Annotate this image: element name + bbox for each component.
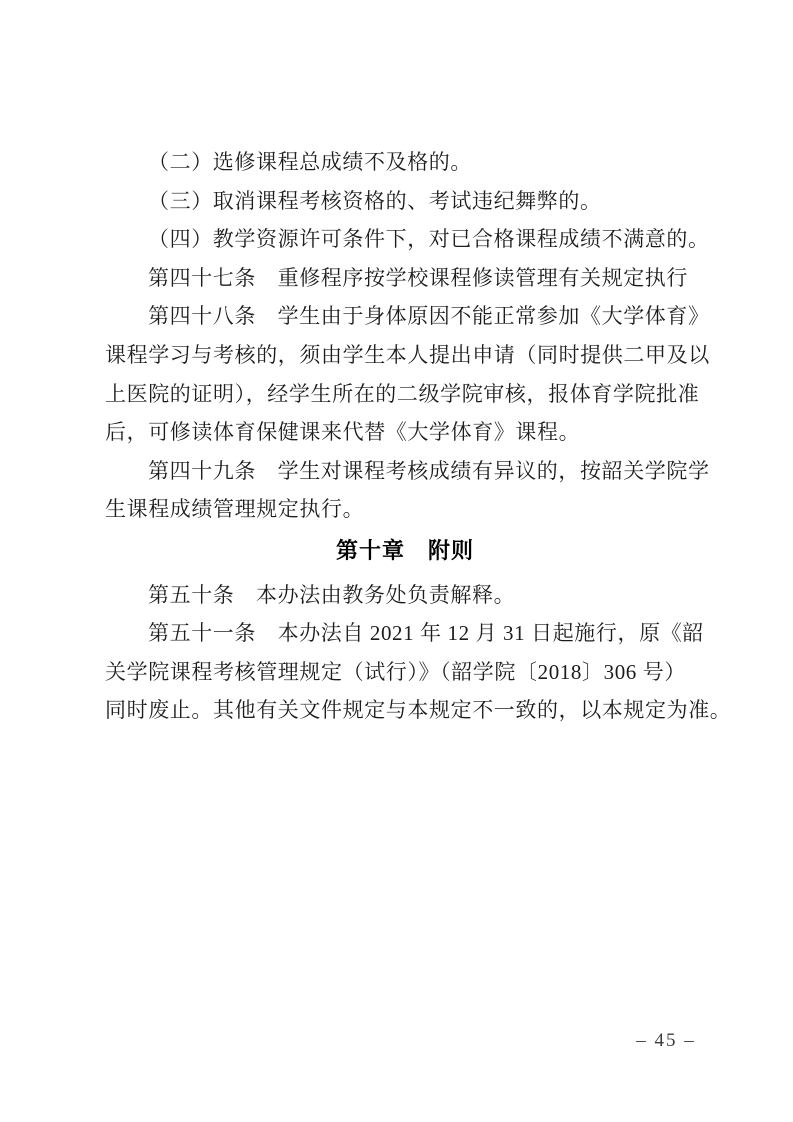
article-49-line-1: 第四十九条 学生对课程考核成绩有异议的，按韶关学院学 (148, 458, 710, 483)
article-51-line-2: 关学院课程考核管理规定（试行）》（韶学院〔2018〕306 号） (105, 659, 686, 684)
chapter-heading: 第十章 附则 (335, 537, 474, 563)
article-51-line-1: 第五十一条 本办法自 2021 年 12 月 31 日起施行，原《韶 (148, 621, 704, 646)
article-51-line-3: 同时废止。其他有关文件规定与本规定不一致的，以本规定为准。 (105, 698, 732, 723)
article-47-line: 第四十七条 重修程序按学校课程修读管理有关规定执行 (148, 265, 688, 290)
article-48-line-3: 上医院的证明），经学生所在的二级学院审核，报体育学院批准 (105, 381, 700, 406)
page-number: – 45 – (636, 1030, 696, 1051)
clause-item-2-line: （二）选修课程总成绩不及格的。 (148, 150, 472, 174)
document-body (105, 143, 732, 730)
article-48-line-2: 课程学习与考核的，须由学生本人提出申请（同时提供二甲及以 (105, 342, 710, 367)
clause-item-4-line: （四）教学资源许可条件下，对已合格课程成绩不满意的。 (148, 227, 710, 252)
article-49-line-2: 生课程成绩管理规定执行。 (105, 497, 365, 522)
clause-item-3-line: （三）取消课程考核资格的、考试违纪舞弊的。 (148, 188, 602, 213)
article-48-line-4: 后，可修读体育保健课来代替《大学体育》课程。 (105, 420, 581, 445)
article-48-line-1: 第四十八条 学生由于身体原因不能正常参加《大学体育》 (148, 304, 710, 329)
article-50-line: 第五十条 本办法由教务处负责解释。 (148, 582, 516, 607)
